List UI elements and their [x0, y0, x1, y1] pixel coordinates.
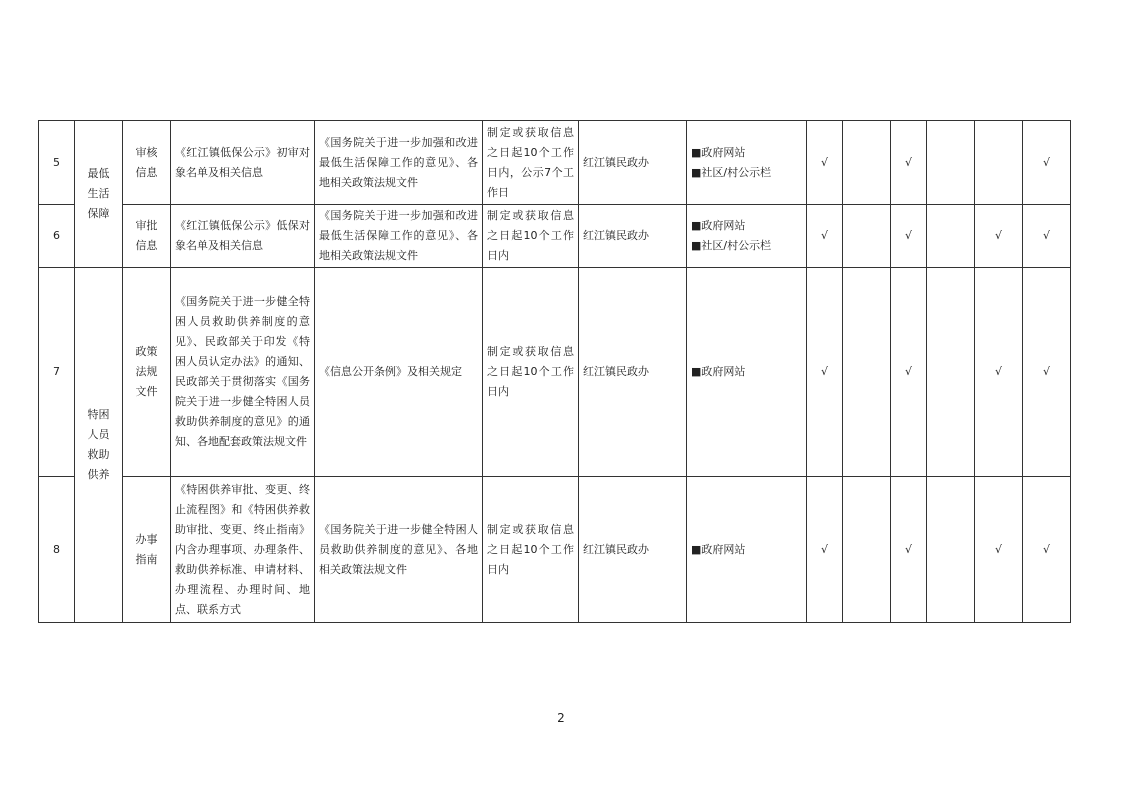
content-cell: 《红江镇低保公示》低保对象名单及相关信息 [171, 205, 315, 268]
basis-cell: 《信息公开条例》及相关规定 [315, 268, 483, 477]
channel-item: ■政府网站 [691, 365, 746, 378]
mark-cell: √ [807, 205, 843, 268]
basis-cell: 《国务院关于进一步加强和改进最低生活保障工作的意见》、各地相关政策法规文件 [315, 205, 483, 268]
channel-item: ■政府网站 [691, 219, 746, 232]
mark-cell [927, 205, 975, 268]
item-label: 办事指南 [135, 532, 158, 566]
mark-cell [927, 477, 975, 623]
table-row [39, 121, 1071, 205]
row-number: 7 [39, 268, 75, 477]
time-cell: 制定或获取信息之日起10个工作日内 [483, 268, 579, 477]
mark-cell: √ [1023, 477, 1071, 623]
channel-item: ■政府网站 [691, 145, 746, 159]
item-cell [123, 205, 171, 268]
channel-cell [687, 477, 807, 623]
mark-cell [843, 477, 891, 623]
time-cell: 制定或获取信息之日起10个工作日内 [483, 205, 579, 268]
category-label: 特困人员救助供养 [87, 408, 110, 481]
body-cell: 红江镇民政办 [579, 477, 687, 623]
item-label: 审批信息 [135, 219, 158, 252]
row-number: 8 [39, 477, 75, 623]
table-row [39, 268, 1071, 477]
content-cell: 《国务院关于进一步健全特困人员救助供养制度的意见》、民政部关于印发《特困人员认定办法》的通知、民政部关于贯彻落实《国务院关于进一步健全特困人员救助供养制度的意见》的通知、各地配套政策法规文件 [171, 268, 315, 477]
mark-cell: √ [807, 477, 843, 623]
time-cell: 制定或获取信息之日起10个工作日内，公示7个工作日 [483, 121, 579, 205]
mark-cell: √ [975, 268, 1023, 477]
channel-cell [687, 268, 807, 477]
mark-cell [843, 121, 891, 205]
mark-cell [927, 268, 975, 477]
basis-cell: 《国务院关于进一步健全特困人员救助供养制度的意见》、各地相关政策法规文件 [315, 477, 483, 623]
mark-cell: √ [891, 205, 927, 268]
channel-item: ■社区/村公示栏 [691, 239, 772, 252]
item-label: 审核信息 [135, 145, 158, 179]
page-number: 2 [557, 711, 565, 725]
body-cell: 红江镇民政办 [579, 268, 687, 477]
channel-cell [687, 205, 807, 268]
content-cell: 《特困供养审批、变更、终止流程图》和《特困供养救助审批、变更、终止指南》内含办理事项、办理条件、救助供养标准、申请材料、办理流程、办理时间、地点、联系方式 [171, 477, 315, 623]
basis-cell: 《国务院关于进一步加强和改进最低生活保障工作的意见》、各地相关政策法规文件 [315, 121, 483, 205]
mark-cell [927, 121, 975, 205]
item-cell [123, 477, 171, 623]
mark-cell: √ [807, 268, 843, 477]
mark-cell [843, 268, 891, 477]
channel-cell [687, 121, 807, 205]
table-row [39, 477, 1071, 623]
time-cell: 制定或获取信息之日起10个工作日内 [483, 477, 579, 623]
table-row [39, 205, 1071, 268]
category-cell [75, 268, 123, 623]
category-cell [75, 121, 123, 268]
row-number: 6 [39, 205, 75, 268]
mark-cell: √ [891, 477, 927, 623]
category-label: 最低生活保障 [87, 167, 110, 220]
mark-cell [975, 121, 1023, 205]
item-cell [123, 268, 171, 477]
mark-cell: √ [1023, 268, 1071, 477]
mark-cell: √ [1023, 205, 1071, 268]
mark-cell: √ [1023, 121, 1071, 205]
body-cell: 红江镇民政办 [579, 205, 687, 268]
mark-cell: √ [891, 268, 927, 477]
body-cell: 红江镇民政办 [579, 121, 687, 205]
channel-item: ■社区/村公示栏 [691, 165, 772, 179]
mark-cell: √ [975, 477, 1023, 623]
disclosure-table [38, 120, 1071, 623]
mark-cell [843, 205, 891, 268]
channel-item: ■政府网站 [691, 542, 746, 556]
mark-cell: √ [891, 121, 927, 205]
content-cell: 《红江镇低保公示》初审对象名单及相关信息 [171, 121, 315, 205]
item-label: 政策法规文件 [135, 345, 158, 398]
row-number: 5 [39, 121, 75, 205]
mark-cell: √ [975, 205, 1023, 268]
mark-cell: √ [807, 121, 843, 205]
item-cell [123, 121, 171, 205]
